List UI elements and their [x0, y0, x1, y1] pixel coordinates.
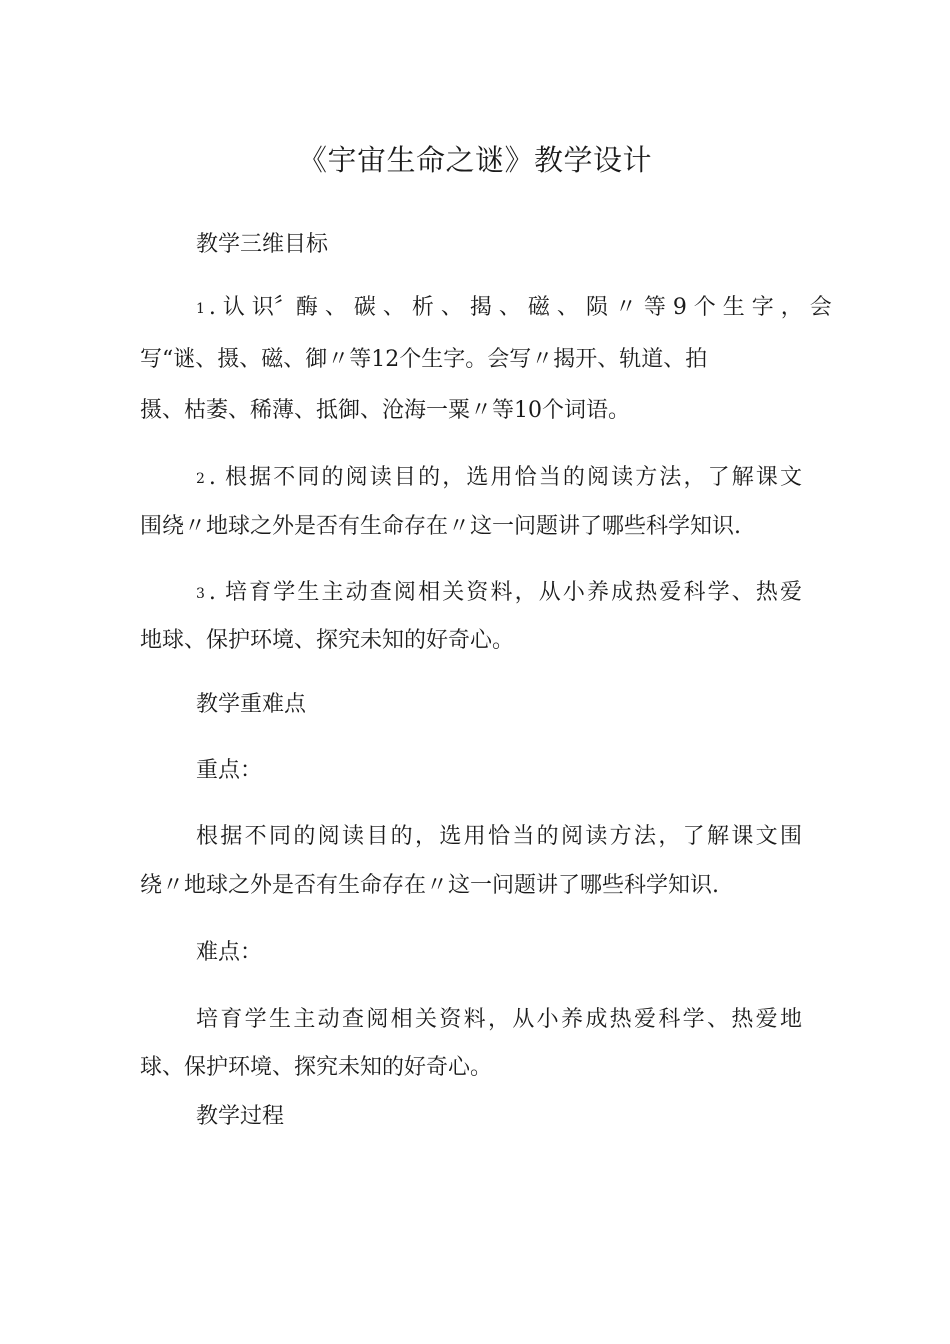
- goal-2-line-1: [196, 462, 802, 495]
- goal-2-text-line-1: . 根据不同的阅读目的，选用恰当的阅读方法，了解课文: [208, 465, 802, 490]
- section-heading-key-points: 教学重难点: [196, 692, 307, 717]
- goal-1-line-2: 写“谜、摄、磁、御〃等12个生字。会写〃揭开、轨道、拍: [140, 347, 708, 372]
- goal-2-line-2: 围绕〃地球之外是否有生命存在〃这一问题讲了哪些科学知识.: [140, 514, 741, 539]
- goal-3-line-2: 地球、保护环境、探究未知的好奇心。: [140, 628, 515, 653]
- goal-1-line-3: 摄、枯萎、稀薄、抵御、沧海一粟〃等10个词语。: [140, 398, 630, 423]
- key-point-text-line-1: 根据不同的阅读目的，选用恰当的阅读方法，了解课文围: [196, 824, 802, 849]
- section-heading-goals: 教学三维目标: [196, 232, 329, 257]
- goal-3-number: 3: [196, 586, 205, 602]
- document-title: 《宇宙生命之谜》教学设计: [297, 143, 652, 177]
- goal-3-line-1: [196, 577, 802, 610]
- goal-3-text-line-1: . 培育学生主动查阅相关资料，从小养成热爱科学、热爱: [208, 580, 802, 605]
- goal-1-line-1: [196, 292, 832, 325]
- goal-1-text-line-1: . 认 识〞酶 、 碳 、 析 、 揭 、 磁 、 陨 〃 等 9 个 生 字 ， 会: [208, 295, 832, 320]
- key-point-label: 重点：: [196, 758, 263, 783]
- difficulty-text-line-1: 培育学生主动查阅相关资料，从小养成热爱科学、热爱地: [196, 1007, 802, 1032]
- difficulty-label: 难点：: [196, 940, 263, 965]
- goal-2-number: 2: [196, 471, 205, 487]
- goal-1-number: 1: [196, 301, 205, 317]
- key-point-text-line-2: 绕〃地球之外是否有生命存在〃这一问题讲了哪些科学知识.: [140, 873, 719, 898]
- section-heading-process: 教学过程: [196, 1104, 285, 1129]
- difficulty-text-line-2: 球、保护环境、探究未知的好奇心。: [140, 1055, 493, 1080]
